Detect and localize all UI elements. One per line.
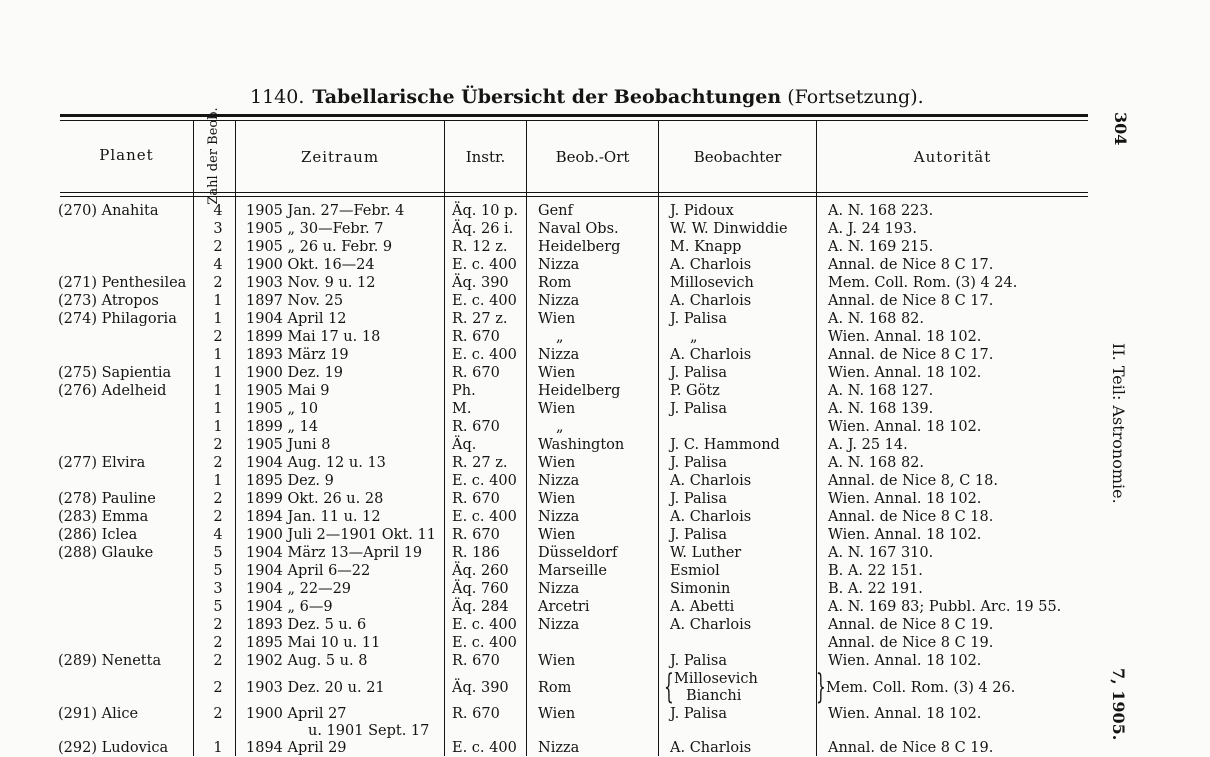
count-cell: 5	[213, 545, 223, 561]
count-cell: 1	[213, 740, 223, 756]
count-cell: 1	[213, 347, 223, 363]
side-page-number: 304	[1111, 112, 1130, 146]
autoritaet-cell: Wien. Annal. 18 102.	[828, 653, 982, 669]
ort-cell: Rom	[538, 275, 572, 291]
zeitraum-cell: 1903 Dez. 20 u. 21	[246, 680, 385, 696]
beobachter-cell: Esmiol	[670, 563, 720, 579]
ort-cell: Nizza	[538, 293, 580, 309]
beobachter-cell: Millosevich	[670, 275, 754, 291]
ort-cell: Wien	[538, 365, 576, 381]
planet-cell: (274) Philagoria	[58, 311, 177, 327]
section-number: 1140.	[250, 86, 305, 108]
count-cell: 2	[213, 329, 223, 345]
planet-cell: (276) Adelheid	[58, 383, 167, 399]
zeitraum-cell: 1894 April 29	[246, 740, 347, 756]
ort-cell: „	[556, 329, 564, 345]
autoritaet-cell: B. A. 22 191.	[828, 581, 923, 597]
ort-cell: Genf	[538, 203, 573, 219]
instr-cell: Ph.	[452, 383, 476, 399]
autoritaet-cell: A. J. 24 193.	[828, 221, 917, 237]
count-cell: 5	[213, 563, 223, 579]
count-cell: 2	[213, 635, 223, 651]
zeitraum-cell: 1900 Juli 2—1901 Okt. 11	[246, 527, 436, 543]
instr-cell: E. c. 400	[452, 473, 517, 489]
autoritaet-cell: Annal. de Nice 8, C 18.	[828, 473, 998, 489]
instr-cell: R. 670	[452, 706, 500, 722]
beobachter-cell: A. Charlois	[670, 257, 752, 273]
ort-cell: Naval Obs.	[538, 221, 619, 237]
header-count: Zahl der Beob.	[206, 107, 221, 205]
autoritaet-cell: B. A. 22 151.	[828, 563, 923, 579]
count-cell: 1	[213, 311, 223, 327]
beobachter-cell: M. Knapp	[670, 239, 742, 255]
count-cell: 1	[213, 383, 223, 399]
count-cell: 2	[213, 455, 223, 471]
instr-cell: R. 670	[452, 653, 500, 669]
planet-cell: (289) Nenetta	[58, 653, 162, 669]
instr-cell: Äq.	[452, 437, 477, 453]
header-ort: Beob.-Ort	[555, 148, 630, 166]
instr-cell: E. c. 400	[452, 293, 517, 309]
instr-cell: R. 670	[452, 491, 500, 507]
beobachter-cell: P. Götz	[670, 383, 720, 399]
instr-cell: R. 27 z.	[452, 311, 508, 327]
beobachter-cell: A. Charlois	[670, 509, 752, 525]
beobachter-cell: J. Palisa	[670, 653, 728, 669]
col-divider	[816, 120, 817, 756]
beobachter-cell: A. Abetti	[670, 599, 735, 615]
zeitraum-cell: 1904 „ 6—9	[246, 599, 333, 615]
beobachter-cell: J. Palisa	[670, 365, 728, 381]
zeitraum-cell: 1903 Nov. 9 u. 12	[246, 275, 376, 291]
instr-cell: R. 186	[452, 545, 500, 561]
beobachter-cell: „	[690, 329, 698, 345]
autoritaet-cell: A. N. 169 83; Pubbl. Arc. 19 55.	[828, 599, 1062, 615]
planet-cell: (283) Emma	[58, 509, 149, 525]
ort-cell: Marseille	[538, 563, 607, 579]
count-cell: 2	[213, 653, 223, 669]
title-continuation: (Fortsetzung).	[787, 86, 924, 108]
autoritaet-cell: Wien. Annal. 18 102.	[828, 491, 982, 507]
beobachter-cell: J. Palisa	[670, 311, 728, 327]
authority-brace: }	[816, 667, 826, 707]
instr-cell: Äq. 260	[452, 563, 509, 579]
instr-cell: Äq. 390	[452, 680, 509, 696]
zeitraum-cell: 1904 März 13—April 19	[246, 545, 423, 561]
count-cell: 4	[213, 203, 223, 219]
zeitraum-cell: u. 1901 Sept. 17	[308, 723, 430, 739]
ort-cell: Wien	[538, 706, 576, 722]
zeitraum-cell: 1895 Dez. 9	[246, 473, 334, 489]
instr-cell: Äq. 26 i.	[452, 221, 514, 237]
col-divider	[658, 120, 659, 756]
zeitraum-cell: 1894 Jan. 11 u. 12	[246, 509, 381, 525]
ort-cell: Nizza	[538, 740, 580, 756]
beobachter-cell: J. Pidoux	[670, 203, 734, 219]
side-section-title: II. Teil: Astronomie.	[1109, 343, 1128, 504]
beobachter-cell: J. Palisa	[670, 491, 728, 507]
col-divider	[235, 120, 236, 756]
ort-cell: Nizza	[538, 347, 580, 363]
beobachter-cell: A. Charlois	[670, 347, 752, 363]
zeitraum-cell: 1897 Nov. 25	[246, 293, 344, 309]
autoritaet-cell: Mem. Coll. Rom. (3) 4 26.	[826, 680, 1016, 696]
planet-cell: (278) Pauline	[58, 491, 156, 507]
instr-cell: E. c. 400	[452, 740, 517, 756]
planet-cell: (271) Penthesilea	[58, 275, 187, 291]
ort-cell: „	[556, 419, 564, 435]
autoritaet-cell: Annal. de Nice 8 C 19.	[828, 617, 994, 633]
autoritaet-cell: Annal. de Nice 8 C 17.	[828, 293, 994, 309]
count-cell: 2	[213, 239, 223, 255]
ort-cell: Düsseldorf	[538, 545, 618, 561]
header-planet: Planet	[99, 146, 154, 164]
page-title: Tabellarische Übersicht der Beobachtungen	[312, 86, 782, 108]
planet-cell: (270) Anahita	[58, 203, 159, 219]
instr-cell: M.	[452, 401, 472, 417]
zeitraum-cell: 1905 Mai 9	[246, 383, 330, 399]
planet-cell: (277) Elvira	[58, 455, 146, 471]
side-volume: 7, 1905.	[1109, 668, 1128, 741]
instr-cell: R. 12 z.	[452, 239, 508, 255]
autoritaet-cell: Wien. Annal. 18 102.	[828, 365, 982, 381]
beobachter-cell: A. Charlois	[670, 473, 752, 489]
instr-cell: E. c. 400	[452, 635, 517, 651]
ort-cell: Nizza	[538, 617, 580, 633]
col-divider	[193, 120, 194, 756]
count-cell: 3	[213, 581, 223, 597]
count-cell: 2	[213, 491, 223, 507]
autoritaet-cell: Mem. Coll. Rom. (3) 4 24.	[828, 275, 1018, 291]
zeitraum-cell: 1904 April 6—22	[246, 563, 371, 579]
beobachter-cell: J. C. Hammond	[670, 437, 780, 453]
autoritaet-cell: A. N. 167 310.	[828, 545, 934, 561]
ort-cell: Wien	[538, 527, 576, 543]
instr-cell: E. c. 400	[452, 509, 517, 525]
autoritaet-cell: A. N. 168 82.	[828, 455, 925, 471]
autoritaet-cell: Annal. de Nice 8 C 19.	[828, 635, 994, 651]
planet-cell: (291) Alice	[58, 706, 139, 722]
count-cell: 2	[213, 706, 223, 722]
ort-cell: Nizza	[538, 473, 580, 489]
planet-cell: (273) Atropos	[58, 293, 159, 309]
zeitraum-cell: 1900 April 27	[246, 706, 347, 722]
zeitraum-cell: 1899 „ 14	[246, 419, 319, 435]
col-divider	[444, 120, 445, 756]
count-cell: 2	[213, 437, 223, 453]
count-cell: 1	[213, 293, 223, 309]
zeitraum-cell: 1905 „ 26 u. Febr. 9	[246, 239, 393, 255]
ort-cell: Wien	[538, 401, 576, 417]
beobachter-cell: J. Palisa	[670, 706, 728, 722]
ort-cell: Rom	[538, 680, 572, 696]
header-zeitraum: Zeitraum	[300, 148, 380, 166]
autoritaet-cell: Annal. de Nice 8 C 17.	[828, 347, 994, 363]
autoritaet-cell: A. J. 25 14.	[828, 437, 908, 453]
instr-cell: E. c. 400	[452, 257, 517, 273]
instr-cell: Äq. 10 p.	[452, 203, 518, 219]
count-cell: 2	[213, 509, 223, 525]
zeitraum-cell: 1899 Mai 17 u. 18	[246, 329, 381, 345]
count-cell: 2	[213, 275, 223, 291]
count-cell: 1	[213, 401, 223, 417]
planet-cell: (286) Iclea	[58, 527, 138, 543]
instr-cell: E. c. 400	[452, 617, 517, 633]
autoritaet-cell: A. N. 168 127.	[828, 383, 934, 399]
zeitraum-cell: 1904 Aug. 12 u. 13	[246, 455, 386, 471]
count-cell: 1	[213, 473, 223, 489]
observer-brace: {	[664, 667, 674, 707]
instr-cell: R. 27 z.	[452, 455, 508, 471]
beobachter-cell: Simonin	[670, 581, 731, 597]
zeitraum-cell: 1893 März 19	[246, 347, 349, 363]
autoritaet-cell: Annal. de Nice 8 C 19.	[828, 740, 994, 756]
ort-cell: Wien	[538, 491, 576, 507]
instr-cell: Äq. 390	[452, 275, 509, 291]
ort-cell: Heidelberg	[538, 383, 621, 399]
autoritaet-cell: A. N. 169 215.	[828, 239, 934, 255]
zeitraum-cell: 1905 „ 30—Febr. 7	[246, 221, 384, 237]
autoritaet-cell: Annal. de Nice 8 C 18.	[828, 509, 994, 525]
zeitraum-cell: 1904 April 12	[246, 311, 347, 327]
beobachter-cell: J. Palisa	[670, 527, 728, 543]
count-cell: 1	[213, 419, 223, 435]
instr-cell: Äq. 284	[452, 599, 509, 615]
instr-cell: R. 670	[452, 527, 500, 543]
autoritaet-cell: A. N. 168 82.	[828, 311, 925, 327]
autoritaet-cell: Annal. de Nice 8 C 17.	[828, 257, 994, 273]
autoritaet-cell: A. N. 168 139.	[828, 401, 934, 417]
beobachter-cell: J. Palisa	[670, 401, 728, 417]
ort-cell: Nizza	[538, 581, 580, 597]
count-cell: 4	[213, 527, 223, 543]
instr-cell: E. c. 400	[452, 347, 517, 363]
ort-cell: Wien	[538, 455, 576, 471]
beobachter-cell: A. Charlois	[670, 293, 752, 309]
header-instr: Instr.	[465, 148, 506, 166]
autoritaet-cell: Wien. Annal. 18 102.	[828, 329, 982, 345]
ort-cell: Washington	[538, 437, 625, 453]
ort-cell: Nizza	[538, 257, 580, 273]
ort-cell: Wien	[538, 653, 576, 669]
count-cell: 2	[213, 680, 223, 696]
instr-cell: R. 670	[452, 419, 500, 435]
instr-cell: R. 670	[452, 329, 500, 345]
count-cell: 2	[213, 617, 223, 633]
zeitraum-cell: 1904 „ 22—29	[246, 581, 352, 597]
beobachter-cell: A. Charlois	[670, 740, 752, 756]
planet-cell: (292) Ludovica	[58, 740, 169, 756]
ort-cell: Arcetri	[538, 599, 590, 615]
planet-cell: (288) Glauke	[58, 545, 154, 561]
autoritaet-cell: A. N. 168 223.	[828, 203, 934, 219]
zeitraum-cell: 1905 „ 10	[246, 401, 319, 417]
ort-cell: Wien	[538, 311, 576, 327]
beobachter-cell: W. Luther	[670, 545, 742, 561]
instr-cell: R. 670	[452, 365, 500, 381]
count-cell: 5	[213, 599, 223, 615]
beobachter-cell: W. W. Dinwiddie	[670, 221, 788, 237]
header-autoritaet: Autorität	[913, 148, 992, 166]
count-cell: 4	[213, 257, 223, 273]
zeitraum-cell: 1900 Dez. 19	[246, 365, 344, 381]
zeitraum-cell: 1900 Okt. 16—24	[246, 257, 375, 273]
count-cell: 3	[213, 221, 223, 237]
beobachter-cell: A. Charlois	[670, 617, 752, 633]
header-beobachter: Beobachter	[693, 148, 782, 166]
beobachter-cell: Bianchi	[686, 688, 742, 704]
ort-cell: Nizza	[538, 509, 580, 525]
autoritaet-cell: Wien. Annal. 18 102.	[828, 419, 982, 435]
autoritaet-cell: Wien. Annal. 18 102.	[828, 706, 982, 722]
zeitraum-cell: 1905 Juni 8	[246, 437, 331, 453]
zeitraum-cell: 1902 Aug. 5 u. 8	[246, 653, 368, 669]
beobachter-cell: J. Palisa	[670, 455, 728, 471]
ort-cell: Heidelberg	[538, 239, 621, 255]
col-divider	[526, 120, 527, 756]
page-header	[250, 86, 924, 108]
zeitraum-cell: 1905 Jan. 27—Febr. 4	[246, 203, 405, 219]
zeitraum-cell: 1899 Okt. 26 u. 28	[246, 491, 384, 507]
beobachter-cell: Millosevich	[674, 671, 758, 687]
zeitraum-cell: 1893 Dez. 5 u. 6	[246, 617, 367, 633]
zeitraum-cell: 1895 Mai 10 u. 11	[246, 635, 381, 651]
instr-cell: Äq. 760	[452, 581, 509, 597]
planet-cell: (275) Sapientia	[58, 365, 172, 381]
autoritaet-cell: Wien. Annal. 18 102.	[828, 527, 982, 543]
count-cell: 1	[213, 365, 223, 381]
